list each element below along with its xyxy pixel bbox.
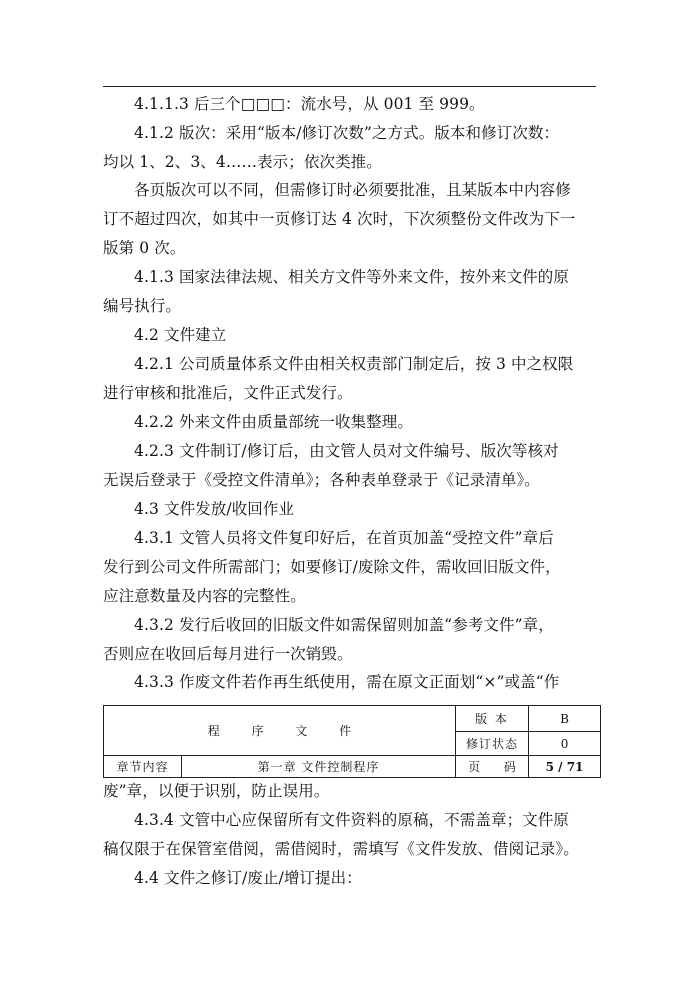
version-value: B <box>529 706 601 732</box>
header-rule <box>103 86 596 87</box>
paragraph <box>103 864 603 893</box>
text-line: 稿仅限于在保管室借阅，需借阅时，需填写《文件发放、借阅记录》。 <box>103 840 579 858</box>
text-line: 应注意数量及内容的完整性。 <box>103 587 306 605</box>
paragraph <box>103 524 603 611</box>
text-line: 4.1.2 版次：采用“版本/修订次数”之方式。版本和修订次数： <box>134 124 560 142</box>
text-line: 4.3.1 文管人员将文件复印好后，在首页加盖“受控文件”章后 <box>134 529 554 547</box>
paragraph <box>103 611 603 669</box>
text-line: 否则应在收回后每月进行一次销毁。 <box>103 645 353 663</box>
paragraph <box>103 321 603 350</box>
text-line: 4.3.2 发行后收回的旧版文件如需保留则加盖“参考文件”章， <box>134 616 554 634</box>
paragraph <box>103 90 603 119</box>
paragraph <box>103 495 603 524</box>
page-label: 页 码 <box>456 756 529 778</box>
version-label: 版 本 <box>456 706 529 732</box>
text-line: 4.3.4 文管中心应保留所有文件资料的原稿，不需盖章；文件原 <box>134 811 569 829</box>
text-line: 各页版次可以不同，但需修订时必须要批准，且某版本中内容修 <box>134 181 571 199</box>
document-footer-table <box>103 705 601 778</box>
page-number: 5 / 71 <box>529 756 601 778</box>
text-line: 版第 0 次。 <box>103 239 186 257</box>
chapter-title: 第一章 文件控制程序 <box>182 756 456 778</box>
text-line: 4.2.2 外来文件由质量部统一收集整理。 <box>134 413 413 431</box>
doc-type-title: 程 序 文 件 <box>104 706 456 756</box>
paragraph <box>103 350 603 408</box>
section-label: 章节内容 <box>104 756 182 778</box>
paragraph <box>103 777 603 806</box>
text-line: 4.3.3 作废文件若作再生纸使用，需在原文正面划“×”或盖“作 <box>134 673 560 691</box>
paragraph <box>103 408 603 437</box>
text-line: 进行审核和批准后，文件正式发行。 <box>103 384 353 402</box>
text-line: 订不超过四次，如其中一页修订达 4 次时，下次须整份文件改为下一 <box>103 210 576 228</box>
paragraph <box>103 668 603 697</box>
text-line: 发行到公司文件所需部门；如要修订/废除文件，需收回旧版文件， <box>103 558 561 576</box>
paragraph <box>103 806 603 864</box>
text-line: 4.4 文件之修订/废止/增订提出： <box>134 869 362 887</box>
text-line: 均以 1、2、3、4……表示；依次类推。 <box>103 153 382 171</box>
paragraph <box>103 119 603 177</box>
text-line: 废”章，以便于识别，防止误用。 <box>103 782 330 800</box>
paragraph <box>103 176 603 263</box>
text-line: 编号执行。 <box>103 297 182 315</box>
text-line: 4.2 文件建立 <box>134 326 227 344</box>
text-line: 4.2.3 文件制订/修订后，由文管人员对文件编号、版次等核对 <box>134 442 559 460</box>
text-line: 4.2.1 公司质量体系文件由相关权责部门制定后，按 3 中之权限 <box>134 355 574 373</box>
paragraph <box>103 263 603 321</box>
text-line: 4.3 文件发放/收回作业 <box>134 500 295 518</box>
revision-label: 修订状态 <box>456 732 529 756</box>
text-line: 无误后登录于《受控文件清单》；各种表单登录于《记录清单》。 <box>103 471 540 489</box>
paragraph <box>103 437 603 495</box>
text-line: 4.1.1.3 后三个□□□：流水号，从 001 至 999。 <box>134 95 485 113</box>
revision-value: 0 <box>529 732 601 756</box>
text-line: 4.1.3 国家法律法规、相关方文件等外来文件，按外来文件的原 <box>134 268 569 286</box>
